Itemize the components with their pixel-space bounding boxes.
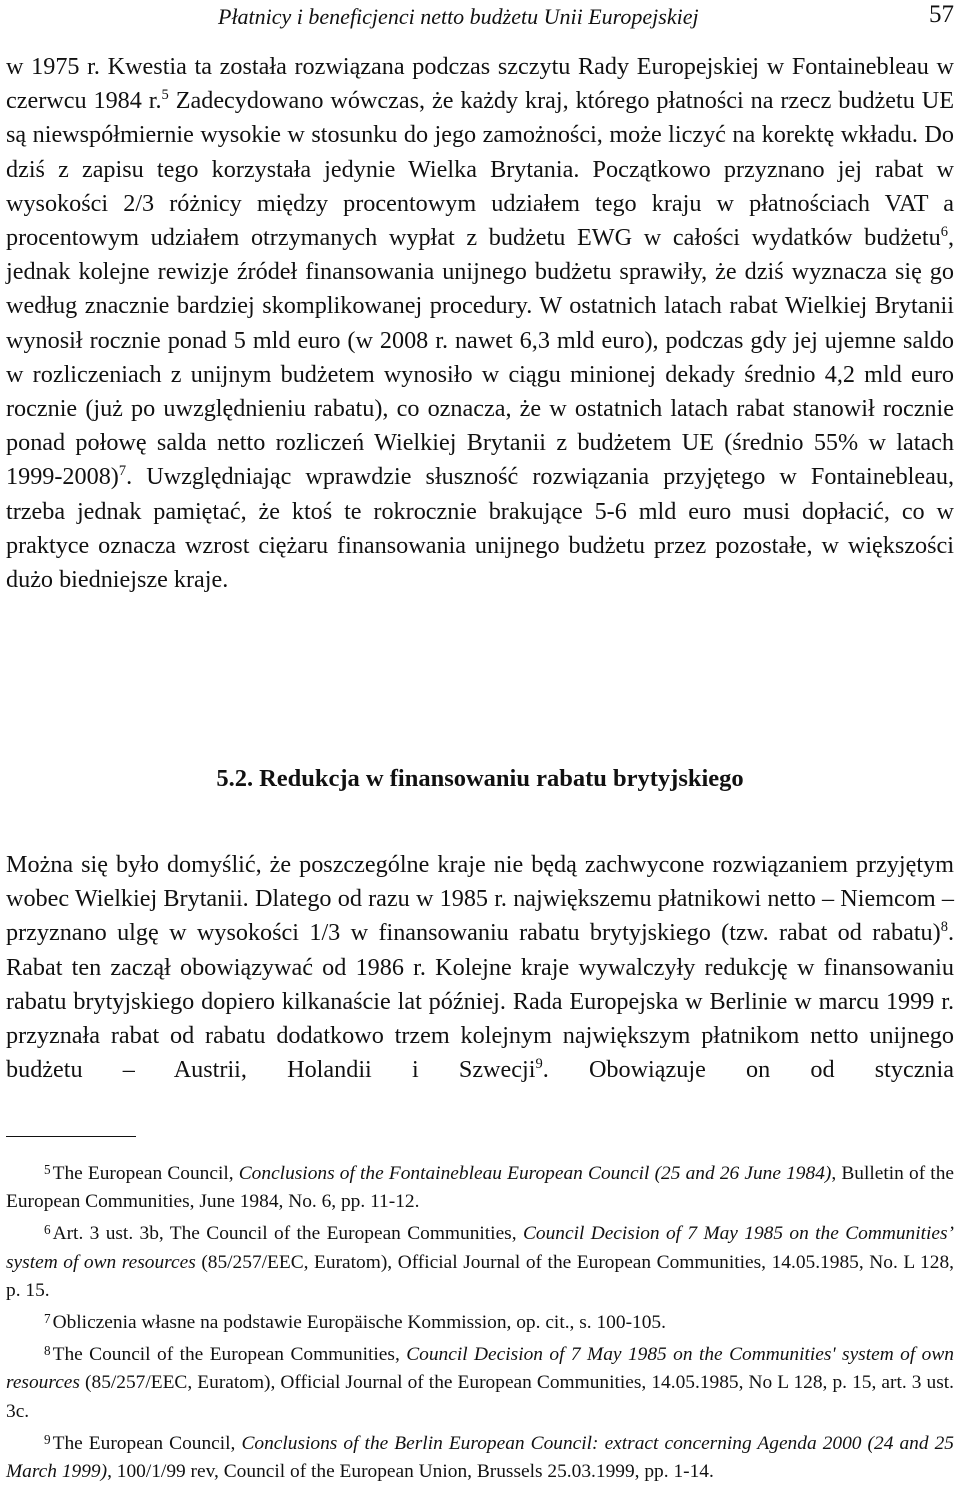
section-title: Redukcja w finansowaniu rabatu brytyjskiego (259, 765, 744, 792)
footnote-text: (85/257/EEC, Euratom), Official Journal of the European Communities, 14.05.1985, No L 128, p. 15, art. 3 ust. 3c. (6, 1372, 954, 1422)
running-head (6, 2, 954, 32)
footnote-ref-6[interactable]: 6 (940, 223, 948, 240)
footnote-text: , Bulletin of the European Communities, June 1984, No. 6, pp. 11-12. (6, 1163, 954, 1213)
footnote-number: 7 (44, 1311, 51, 1327)
footnote-text: The European Council, (52, 1432, 242, 1454)
footnote-number: 6 (44, 1222, 51, 1238)
paragraph-2-text-b: . Rabat ten zaczął obowiązywać od 1986 r. Kolejne kraje wywalczyły redukcję w finansowaniu rabatu brytyjskiego dopiero kilkanaście lat później. Rada Europejska w Berlinie w marcu 1999 r. przyznała rabat od rabatu dodatkowo trzem kolejnym największym płatnikom netto unijnego budżetu – Austrii, Holandii i Szwecji (6, 919, 954, 1084)
paragraph-2-text-a: Można się było domyślić, że poszczególne kraje nie będą zachwycone rozwiązaniem przyjętym wobec Wielkiej Brytanii. Dlatego od razu w 1985 r. największemu płatnikowi netto – Niemcom – przyznano ulgę w wysokości 1/3 w finansowaniu rabatu brytyjskiego (tzw. rabat od rabatu) (6, 851, 954, 947)
footnote-ref-7[interactable]: 7 (118, 463, 127, 480)
footnote-7 (6, 1305, 954, 1337)
footnote-text: The Council of the European Communities, (52, 1344, 407, 1366)
footnote-8 (6, 1337, 954, 1426)
section-number: 5.2. (216, 765, 254, 792)
footnote-6 (6, 1216, 954, 1305)
paragraph-1-text-c: , jednak kolejne rewizje źródeł finansowania unijnego budżetu sprawiły, że dziś wyznacza się go według znacznie bardziej skomplikowanej procedury. W ostatnich latach rabat Wielkiej Brytanii wynosił rocznie ponad 5 mld euro (w 2008 r. nawet 6,3 mld euro), podczas gdy jej ujemne saldo w rozliczeniach z unijnym budżetem wynosiło w ciągu minionej dekady średnio 4,2 mld euro rocznie (już po uwzględnieniu rabatu), co oznacza, że w ostatnich latach rabat stanowił rocznie ponad połowę salda netto rozliczeń Wielkiej Brytanii z budżetem UE (średnio 55% w latach 1999-2008) (6, 224, 954, 491)
footnote-text: Art. 3 ust. 3b, The Council of the European Communities, (52, 1223, 523, 1245)
footnote-text: Obliczenia własne na podstawie Europäische Kommission, op. cit., s. 100-105. (52, 1312, 666, 1334)
footnotes (6, 1156, 954, 1486)
footnote-title: Conclusions of the Fontainebleau European Council (25 and 26 June 1984) (238, 1163, 832, 1184)
running-head-title: Płatnicy i beneficjenci netto budżetu Unii Europejskiej (218, 4, 699, 29)
footnote-number: 5 (44, 1162, 51, 1177)
paragraph-1 (6, 50, 954, 597)
footnote-ref-9[interactable]: 9 (535, 1056, 543, 1073)
footnote-title: Council Decision of 7 May 1985 on the Communities' system of own resources (6, 1344, 954, 1394)
footnote-9 (6, 1426, 954, 1486)
footnote-text: , 100/1/99 rev, Council of the European Union, Brussels 25.03.1999, pp. 1-14. (107, 1461, 714, 1483)
paragraph-1-text-b: Zadecydowano wówczas, że każdy kraj, którego płatności na rzecz budżetu UE są niewspółmiernie wysokie w stosunku do jego zamożności, może liczyć na korektę wkładu. Do dziś z zapisu tego korzystała jedynie Wielka Brytania. Początkowo przyznano jej rabat w wysokości 2/3 różnicy między procentowym udziałem tego kraju w płatnościach VAT a procentowym udziałem otrzymanych wypłat z budżetu EWG w całości wydatków budżetu (6, 87, 954, 252)
page-number: 57 (929, 1, 954, 28)
footnote-text: The European Council, (52, 1163, 239, 1184)
paragraph-1-text-d: . Uwzględniając wprawdzie słuszność rozwiązania przyjętego w Fontainebleau, trzeba jednak pamiętać, że ktoś te rokrocznie brakujące 5-6 mld euro musi dopłacić, co w praktyce oznacza wzrost ciężaru finansowania unijnego budżetu przez pozostałe, w większości dużo biedniejsze kraje. (6, 463, 954, 594)
paragraph-2 (6, 848, 954, 1087)
footnote-number: 9 (44, 1431, 51, 1447)
footnote-number: 8 (44, 1343, 51, 1359)
footnote-5 (6, 1156, 954, 1216)
body-text-2 (6, 848, 954, 1087)
footnote-ref-5[interactable]: 5 (161, 87, 169, 104)
paragraph-1-text-a: w 1975 r. Kwestia ta została rozwiązana podczas szczytu Rady Europejskiej w Fontainebleau w czerwcu 1984 r. (6, 53, 954, 115)
paragraph-2-text-c: . Obowiązuje on od stycznia (542, 1056, 954, 1084)
footnote-title: Conclusions of the Berlin European Council: extract concerning Agenda 2000 (24 and 25 March 1999) (6, 1432, 954, 1483)
footnote-ref-8[interactable]: 8 (940, 919, 948, 936)
footnote-separator (6, 1136, 136, 1137)
body-text (6, 50, 954, 597)
footnote-text: (85/257/EEC, Euratom), Official Journal of the European Communities, 14.05.1985, No. L 128, p. 15. (6, 1251, 954, 1301)
footnote-title: Council Decision of 7 May 1985 on the Communities’ system of own resources (6, 1223, 954, 1273)
section-heading (6, 762, 954, 796)
